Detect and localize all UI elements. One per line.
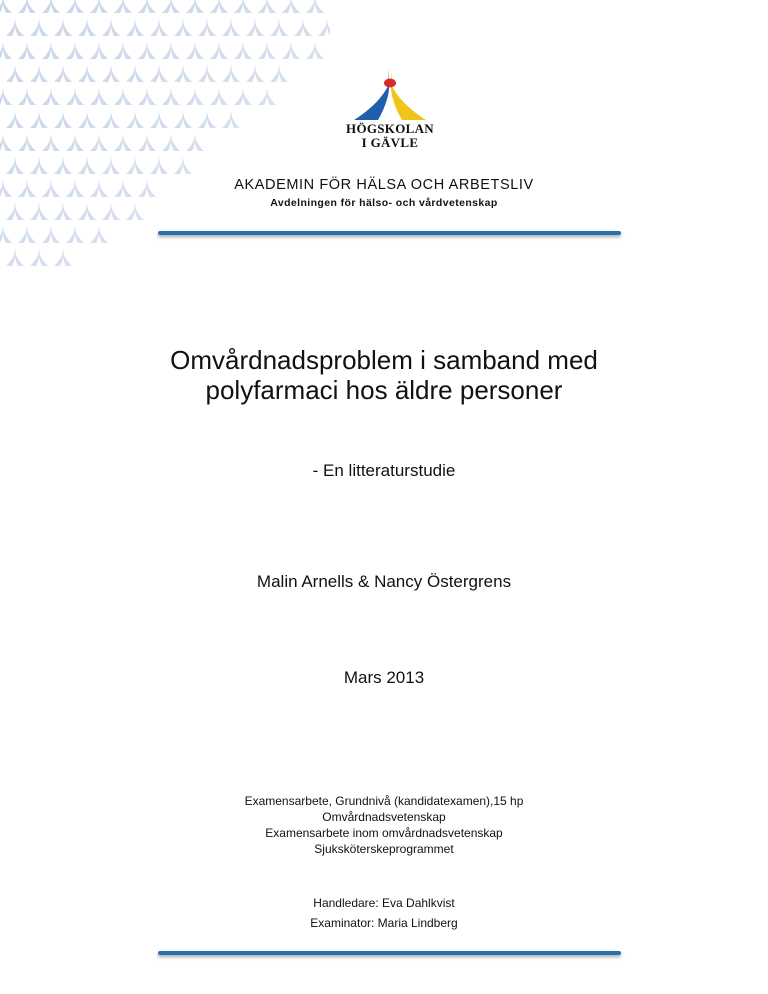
examiner: Examinator: Maria Lindberg [310, 916, 458, 930]
academy-name: AKADEMIN FÖR HÄLSA OCH ARBETSLIV [234, 177, 534, 193]
publication-date: Mars 2013 [343, 668, 425, 687]
title-line-1: Omvårdnadsproblem i samband med [170, 345, 598, 375]
document-title [0, 345, 768, 405]
thesis-info [0, 793, 768, 857]
top-divider [158, 231, 621, 235]
title-line-2: polyfarmaci hos äldre personer [205, 375, 563, 405]
bottom-divider [158, 951, 621, 955]
thesis-info-line-1: Examensarbete, Grundnivå (kandidatexamen),15 hp [244, 794, 524, 808]
document-subtitle: - En litteraturstudie [312, 461, 456, 480]
supervision-info [0, 893, 768, 933]
supervisor: Handledare: Eva Dahlkvist [313, 896, 455, 910]
authors: Malin Arnells & Nancy Östergrens [256, 572, 512, 591]
hogskolan-logo [352, 66, 428, 126]
decorative-pattern [0, 0, 330, 280]
thesis-info-line-3: Examensarbete inom omvårdnadsvetenskap [265, 826, 503, 840]
division-name: Avdelningen för hälso- och vårdvetenskap [270, 197, 498, 209]
thesis-info-line-2: Omvårdnadsvetenskap [322, 810, 446, 824]
thesis-info-line-4: Sjuksköterskeprogrammet [314, 842, 454, 856]
logo-text-line1: HÖGSKOLAN [346, 121, 434, 136]
logo-text-line2: I GÄVLE [361, 135, 419, 150]
